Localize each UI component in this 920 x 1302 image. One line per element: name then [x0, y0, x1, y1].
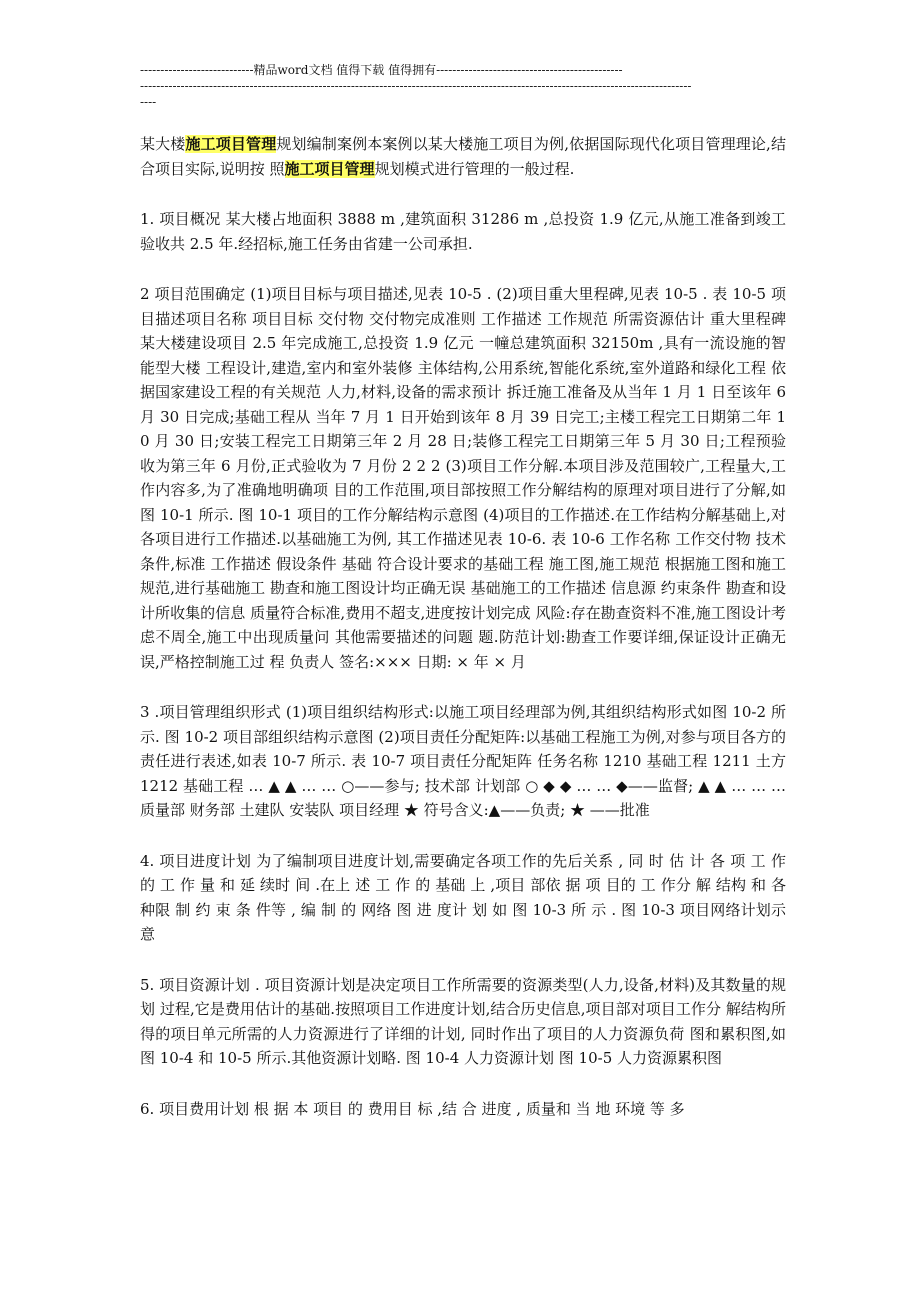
section-project-scope: 2 项目范围确定 (1)项目目标与项目描述,见表 10-5 . (2)项目重大里程碑,见表 10-5 . 表 10-5 项目描述项目名称 项目目标 交付物 交付物完成准则 工作描述 工作规范 所需资源估计 重大里程碑 某大楼建设项目 2.5 年完成施工,总投资 1.9 亿元 一幢总建筑面积 32150m ,具有一流设施的智能型大楼 工程设计,建造,室内和室外装修 主体结构,公用系统,智能化系统,室外道路和绿化工程 依据国家建设工程的有关规范 人力,材料,设备的需求预计 拆迁施工准备及从当年 1 月 1 日至该年 6 月 30 日完成;基础工程从 当年 7 月 1 日开始到该年 8 月 39 日完工;主楼工程完工日期第二年 10 月 30 日;安装工程完工日期第三年 2 月 28 日;装修工程完工日期第三年 5 月 30 日;工程预验收为第三年 6 月份,正式验收为 7 月份 2 2 2 (3)项目工作分解.本项目涉及范围较广,工程量大,工作内容多,为了准确地明确项 目的工作范围,项目部按照工作分解结构的原理对项目进行了分解,如图 10-1 所示. 图 10-1 项目的工作分解结构示意图 (4)项目的工作描述.在工作结构分解基础上,对各项目进行工作描述.以基础施工为例, 其工作描述见表 10-6. 表 10-6 工作名称 工作交付物 技术条件,标准 工作描述 假设条件 基础 符合设计要求的基础工程 施工图,施工规范 根据施工图和施工规范,进行基础施工 勘查和施工图设计均正确无误 基础施工的工作描述 信息源 约束条件 勘查和设计所收集的信息 质量符合标准,费用不超支,进度按计划完成 风险:存在勘查资料不准,施工图设计考虑不周全,施工中出现质量问 其他需要描述的问题 题.防范计划:勘查工作要详细,保证设计正确无误,严格控制施工过 程 负责人 签名:××× 日期: × 年 × 月 [140, 285, 786, 671]
document-page [140, 62, 786, 1147]
section-resources: 5. 项目资源计划 . 项目资源计划是决定项目工作所需要的资源类型(人力,设备,材料)及其数量的规划 过程,它是费用估计的基础.按照项目工作进度计划,结合历史信息,项目部对项目工作分 解结构所得的项目单元所需的人力资源进行了详细的计划, 同时作出了项目的人力资源负荷 图和累积图,如图 10-4 和 10-5 所示.其他资源计划略. 图 10-4 人力资源计划 图 10-5 人力资源累积图 [140, 975, 786, 1067]
header-banner: ----------------------------精品word文档 值得下载 值得拥有---------------------------------------------- [140, 63, 623, 77]
section-schedule: 4. 项目进度计划 为了编制项目进度计划,需要确定各项工作的先后关系 , 同 时 估 计 各 项 工 作 的 工 作 量 和 延 续时 间 .在上 述 工 作 的 基础 上 ,项目 部依 据 项 目的 工 作分 解 结构 和 各 种限 制 约 束 条 件等 , 编 制 的 网络 图 进 度计 划 如 图 10-3 所 示 . 图 10-3 项目网络计划示意 [140, 851, 786, 943]
intro-paragraph [140, 132, 786, 181]
section-project-overview: 1. 项目概况 某大楼占地面积 3888 m ,建筑面积 31286 m ,总投资 1.9 亿元,从施工准备到竣工 验收共 2.5 年.经招标,施工任务由省建一公司承担. [140, 210, 786, 253]
section-cost: 6. 项目费用计划 根 据 本 项目 的 费用目 标 ,结 合 进度 , 质量和 当 地 环境 等 多 [140, 1099, 685, 1118]
section-organization: 3 .项目管理组织形式 (1)项目组织结构形式:以施工项目经理部为例,其组织结构形式如图 10-2 所示. 图 10-2 项目部组织结构示意图 (2)项目责任分配矩阵:以基础工程施工为例,对参与项目各方的责任进行表述,如表 10-7 所示. 表 10-7 项目责任分配矩阵 任务名称 1210 基础工程 1211 土方 1212 基础工程 … ▲ ▲ … … ○——参与; 技术部 计划部 ○ ◆ ◆ … … ◆——监督; ▲ ▲ … … … 质量部 财务部 土建队 安装队 项目经理 ★ 符号含义:▲——负责; ★ ——批准 [140, 703, 786, 819]
highlighted-keyword: 施工项目管理 [284, 159, 375, 178]
intro-text-end: 规划模式进行管理的一般过程. [374, 159, 575, 178]
intro-text-middle: 规划编制案例本案例以某大楼施工项目为例,依据国际现代化项目管理理论,结合项目实际,说明按 照 [140, 135, 786, 178]
header-rule-tail: ---- [140, 95, 157, 109]
intro-text-start: 某大楼 [140, 135, 186, 153]
highlighted-keyword: 施工项目管理 [185, 135, 277, 153]
document-body [140, 132, 786, 1121]
header-rule: ---------------------------------------------------------------------------------------------------------------------------------------- [140, 79, 692, 93]
